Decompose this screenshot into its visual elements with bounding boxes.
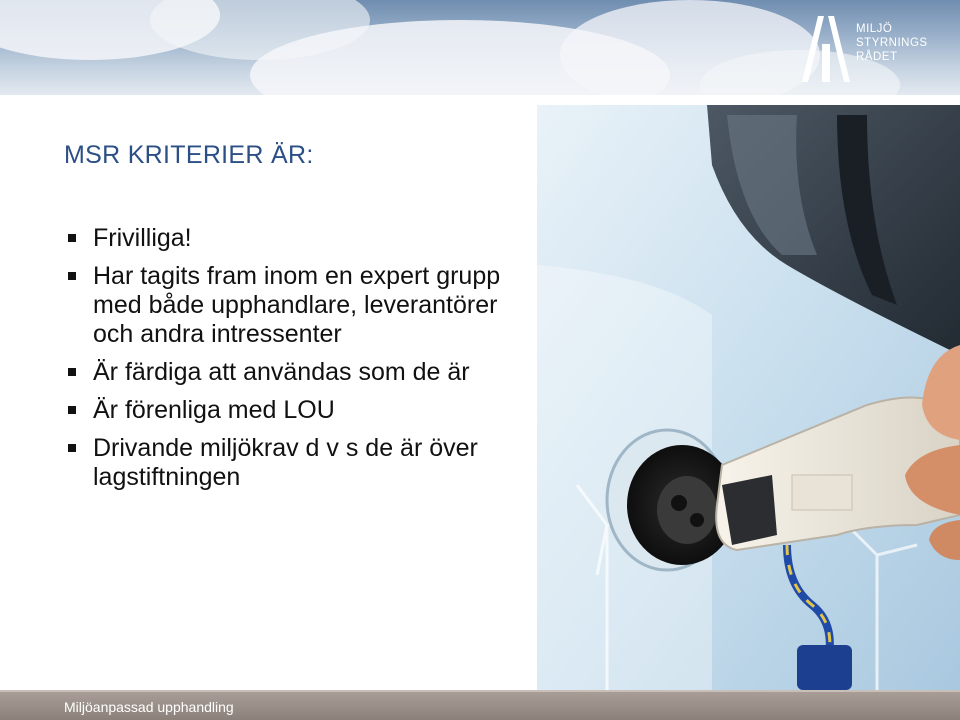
bullet-square-icon	[68, 234, 76, 242]
bullet-item	[64, 262, 524, 349]
logo-line-2: STYRNINGS	[856, 37, 928, 49]
bullet-text: Frivilliga!	[93, 224, 192, 252]
bullet-item	[64, 358, 524, 387]
logo-line-3: RÅDET	[856, 51, 898, 63]
bullet-text: Drivande miljökrav d v s de är över lagstiftningen	[93, 434, 478, 491]
footer-text: Miljöanpassad upphandling	[64, 699, 234, 715]
logo-text	[856, 22, 928, 64]
logo-mark-icon	[798, 14, 854, 84]
ev-charging-photo	[537, 105, 960, 690]
footer-bar	[0, 690, 960, 720]
logo-line-1: MILJÖ	[856, 23, 893, 35]
bullet-square-icon	[68, 272, 76, 280]
ev-charging-illustration	[537, 105, 960, 690]
bullet-text: Är förenliga med LOU	[93, 396, 335, 424]
slide-title: MSR KRITERIER ÄR:	[64, 141, 314, 169]
bullet-square-icon	[68, 368, 76, 376]
bullet-text: Är färdiga att användas som de är	[93, 358, 470, 386]
msr-logo	[798, 14, 938, 84]
header-sky-banner	[0, 0, 960, 95]
bullet-item	[64, 224, 524, 253]
bullet-item	[64, 434, 524, 492]
bullet-item	[64, 396, 524, 425]
bullet-text: Har tagits fram inom en expert grupp med både upphandlare, leverantörer och andra intressenter	[93, 262, 501, 348]
bullet-square-icon	[68, 406, 76, 414]
bullet-square-icon	[68, 444, 76, 452]
bullet-list	[64, 224, 524, 501]
